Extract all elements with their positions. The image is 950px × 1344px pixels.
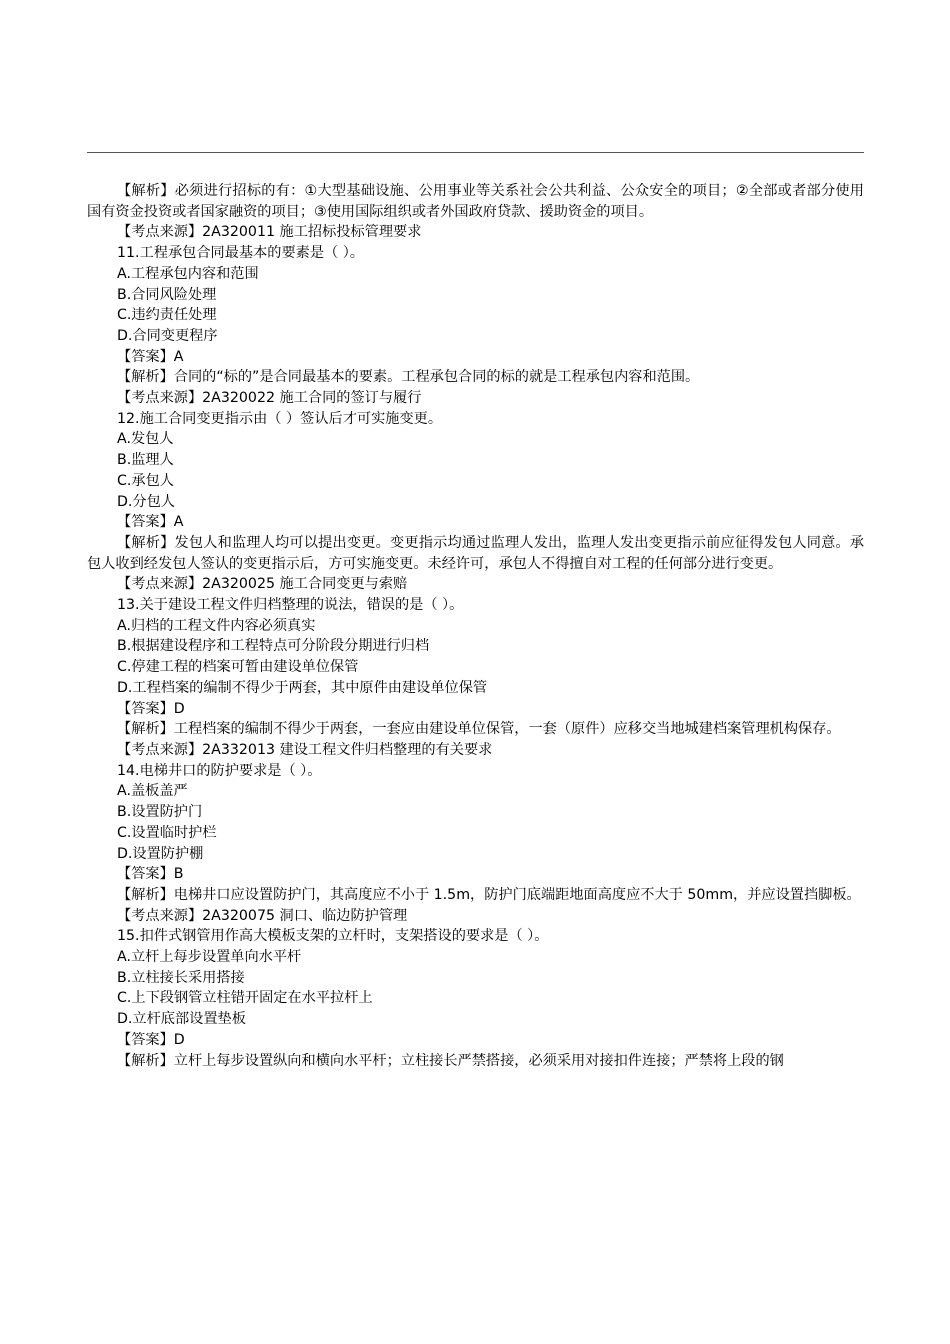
text-line: 12.施工合同变更指示由（ ）签认后才可实施变更。	[117, 410, 443, 427]
text-line: B.立柱接长采用搭接	[117, 969, 245, 986]
text-line: 13.关于建设工程文件归档整理的说法，错误的是（ ）。	[117, 597, 464, 614]
text-line: 【考点来源】2A320011 施工招标投标管理要求	[117, 224, 422, 241]
text-line: A.工程承包内容和范围	[117, 265, 259, 282]
text-line: D.设置防护棚	[117, 845, 204, 862]
text-line: D.合同变更程序	[117, 327, 218, 344]
text-line: 【解析】合同的“标的”是合同最基本的要素。工程承包合同的标的就是工程承包内容和范围。	[117, 369, 700, 386]
text-line: 【考点来源】2A320022 施工合同的签订与履行	[117, 390, 422, 407]
text-line: D.工程档案的编制不得少于两套，其中原件由建设单位保管	[117, 679, 488, 696]
text-line: C.设置临时护栏	[117, 824, 217, 841]
text-line: 【解析】立杆上每步设置纵向和横向水平杆；立柱接长严禁搭接，必须采用对接扣件连接；严禁将上段的钢	[117, 1052, 784, 1069]
text-line: 15.扣件式钢管用作高大模板支架的立杆时，支架搭设的要求是（ ）。	[117, 928, 549, 945]
text-line: 【解析】必须进行招标的有：①大型基础设施、公用事业等关系社会公共利益、公众安全的项目；②全部或者部分使用国有资金投资或者国家融资的项目；③使用国际组织或者外国政府贷款、援助资金的项目。	[87, 183, 864, 220]
text-line: 【考点来源】2A332013 建设工程文件归档整理的有关要求	[117, 741, 493, 758]
text-line: 【解析】发包人和监理人均可以提出变更。变更指示均通过监理人发出，监理人发出变更指示前应征得发包人同意。承包人收到经发包人签认的变更指示后，方可实施变更。未经许可，承包人不得擅自对工程的任何部分进行变更。	[87, 534, 864, 572]
text-line: A.归档的工程文件内容必须真实	[117, 617, 316, 634]
text-line: 【考点来源】2A320025 施工合同变更与索赔	[117, 576, 408, 593]
text-line: 【答案】A	[117, 514, 184, 531]
text-line: 【答案】D	[117, 700, 185, 717]
text-line: C.承包人	[117, 472, 174, 489]
text-line: 【考点来源】2A320075 洞口、临边防护管理	[117, 907, 408, 924]
text-line: C.停建工程的档案可暂由建设单位保管	[117, 659, 359, 676]
text-line: 【答案】D	[117, 1031, 185, 1048]
text-line: 【答案】A	[117, 348, 184, 365]
document-body	[87, 181, 864, 1071]
text-line: 14.电梯井口的防护要求是（ ）。	[117, 762, 322, 779]
text-line: D.立杆底部设置垫板	[117, 1011, 246, 1028]
text-line: 【答案】B	[117, 866, 184, 883]
text-line: A.盖板盖严	[117, 783, 188, 800]
text-line: 11.工程承包合同最基本的要素是（ ）。	[117, 245, 364, 262]
text-line: B.设置防护门	[117, 804, 203, 821]
text-line: D.分包人	[117, 493, 175, 510]
text-line: 【解析】工程档案的编制不得少于两套，一套应由建设单位保管，一套（原件）应移交当地城建档案管理机构保存。	[117, 721, 841, 738]
text-line: 【解析】电梯井口应设置防护门，其高度应不小于 1.5m，防护门底端距地面高度应不大于 50mm，并应设置挡脚板。	[117, 886, 861, 903]
text-line: B.监理人	[117, 452, 174, 469]
header-rule	[87, 152, 864, 153]
text-line: A.发包人	[117, 431, 174, 448]
text-line: C.违约责任处理	[117, 307, 217, 324]
text-line: B.根据建设程序和工程特点可分阶段分期进行归档	[117, 638, 430, 655]
text-line: A.立杆上每步设置单向水平杆	[117, 949, 302, 966]
text-line: B.合同风险处理	[117, 286, 217, 303]
text-line: C.上下段钢管立柱错开固定在水平拉杆上	[117, 990, 373, 1007]
